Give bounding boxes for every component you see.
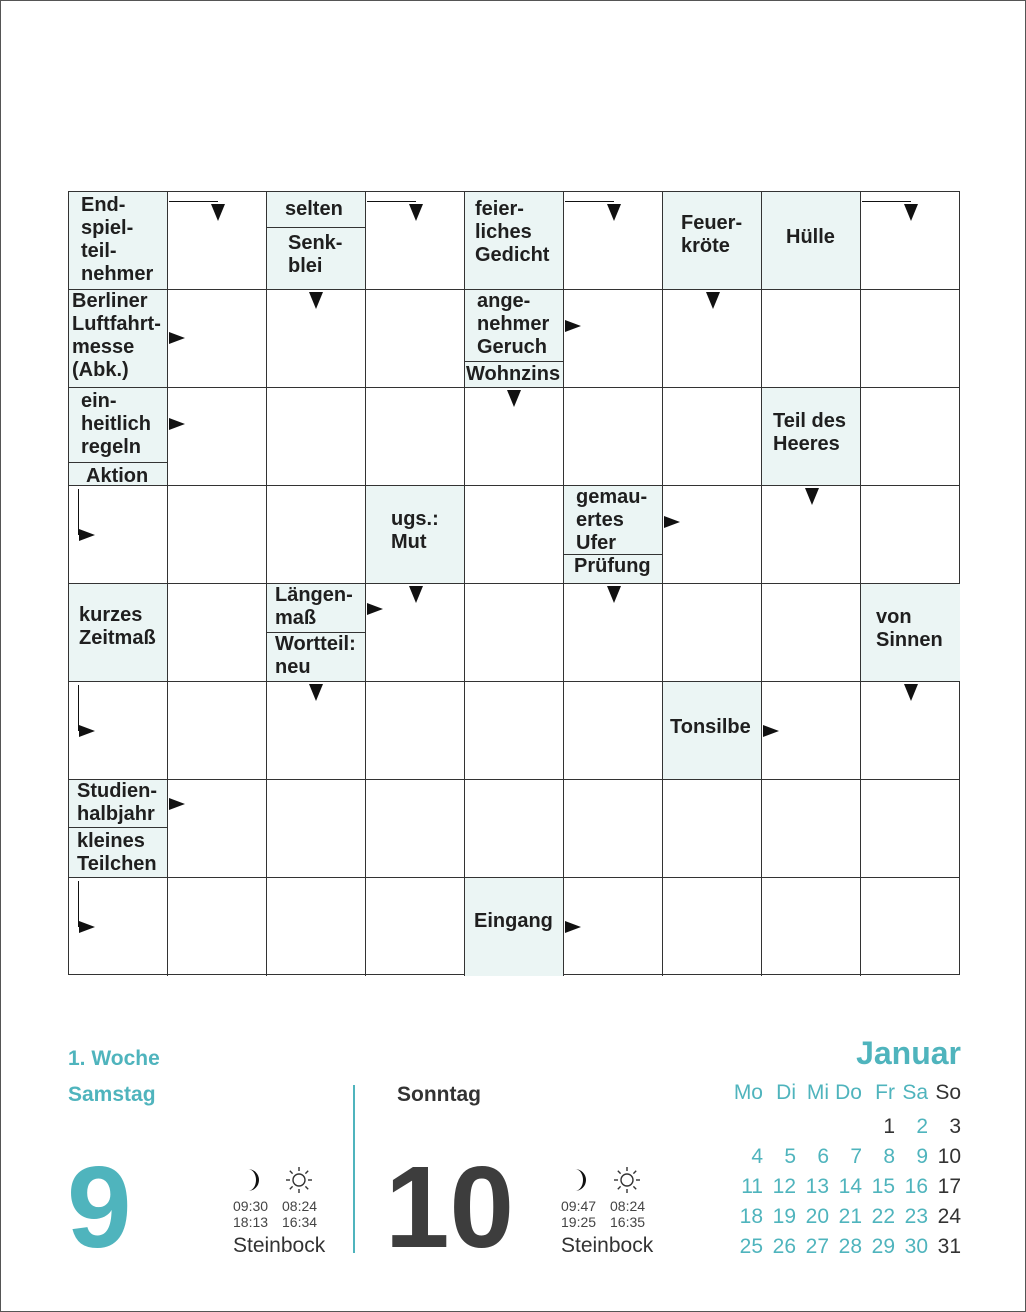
clue-field <box>465 361 563 387</box>
zodiac-sunday: Steinbock <box>561 1234 654 1257</box>
calendar-day[interactable]: 20 <box>805 1205 829 1228</box>
clue-field <box>465 878 563 976</box>
clue-field <box>564 554 662 583</box>
calendar-day[interactable]: 3 <box>949 1115 961 1138</box>
answer-cell[interactable] <box>168 486 267 584</box>
clue-cell <box>861 584 960 682</box>
calendar-day[interactable]: 26 <box>772 1235 796 1258</box>
clue-cell <box>465 878 564 976</box>
clue-text: Eingang <box>474 910 553 932</box>
day-name-sunday: Sonntag <box>397 1083 481 1106</box>
clue-field <box>69 388 167 462</box>
arrow-connector <box>367 201 416 202</box>
month-title: Januar <box>856 1035 961 1071</box>
sun-icon <box>613 1166 641 1194</box>
arrow-right-icon <box>79 725 95 737</box>
answer-cell[interactable] <box>762 290 861 388</box>
answer-cell[interactable] <box>564 780 663 878</box>
clue-field <box>69 780 167 827</box>
answer-cell[interactable] <box>861 290 960 388</box>
answer-cell[interactable] <box>762 878 861 976</box>
weekday-header: Mo <box>733 1081 763 1104</box>
clue-text: Wortteil: neu <box>275 633 356 678</box>
clue-cell <box>762 388 861 486</box>
answer-cell[interactable] <box>366 290 465 388</box>
arrow-right-icon <box>169 332 185 344</box>
answer-cell[interactable] <box>366 388 465 486</box>
arrow-down-icon <box>211 204 225 221</box>
answer-cell[interactable] <box>366 682 465 780</box>
clue-cell <box>762 192 861 290</box>
clue-cell <box>663 682 762 780</box>
answer-cell[interactable] <box>762 584 861 682</box>
moon-icon <box>239 1167 263 1193</box>
day-number-saturday: 9 <box>67 1142 132 1272</box>
arrow-down-icon <box>409 586 423 603</box>
clue-text: ugs.: Mut <box>391 508 439 553</box>
clue-cell <box>465 192 564 290</box>
arrow-right-icon <box>763 725 779 737</box>
answer-cell[interactable] <box>465 780 564 878</box>
calendar-day[interactable]: 10 <box>937 1145 961 1168</box>
arrow-down-icon <box>309 292 323 309</box>
arrow-down-icon <box>904 684 918 701</box>
answer-cell[interactable] <box>267 388 366 486</box>
arrow-down-icon <box>507 390 521 407</box>
clue-cell <box>564 486 663 584</box>
calendar-day[interactable]: 4 <box>751 1145 763 1168</box>
arrow-down-icon <box>805 488 819 505</box>
clue-field <box>267 632 365 681</box>
answer-cell[interactable] <box>465 682 564 780</box>
answer-cell[interactable] <box>465 486 564 584</box>
clue-field <box>267 227 365 289</box>
clue-text: Tonsilbe <box>670 716 751 738</box>
arrow-down-icon <box>706 292 720 309</box>
clue-field <box>69 462 167 485</box>
calendar-day[interactable]: 9 <box>916 1145 928 1168</box>
day-number-sunday: 10 <box>385 1142 515 1272</box>
clue-text: ange- nehmer Geruch <box>477 290 550 358</box>
answer-cell[interactable] <box>663 486 762 584</box>
answer-cell[interactable] <box>168 584 267 682</box>
clue-text: Berliner Luftfahrt- messe (Abk.) <box>72 290 161 381</box>
answer-cell[interactable] <box>267 878 366 976</box>
clue-text: Prüfung <box>574 555 651 577</box>
answer-cell[interactable] <box>168 388 267 486</box>
arrow-connector <box>169 201 218 202</box>
calendar-day[interactable]: 12 <box>772 1175 796 1198</box>
clue-text: selten <box>285 198 343 220</box>
crossword-grid <box>68 191 960 975</box>
calendar-day[interactable]: 14 <box>838 1175 862 1198</box>
calendar-day[interactable]: 1 <box>883 1115 895 1138</box>
moonset-saturday: 18:13 <box>233 1214 269 1230</box>
calendar-day[interactable]: 18 <box>739 1205 763 1228</box>
clue-cell <box>69 780 168 878</box>
moon-icon <box>566 1167 590 1193</box>
clue-field <box>762 388 860 485</box>
clue-text: Teil des Heeres <box>773 410 846 455</box>
clue-text: feier- liches Gedicht <box>475 198 550 266</box>
calendar-day[interactable]: 29 <box>871 1235 895 1258</box>
clue-field <box>465 290 563 361</box>
answer-cell[interactable] <box>465 584 564 682</box>
answer-cell[interactable] <box>663 388 762 486</box>
calendar-day[interactable]: 23 <box>904 1205 928 1228</box>
arrow-connector <box>78 881 79 927</box>
moonrise-sunday: 09:47 <box>561 1198 597 1214</box>
calendar-day[interactable]: 2 <box>916 1115 928 1138</box>
clue-field <box>69 192 167 289</box>
clue-field <box>762 192 860 289</box>
sunset-sunday: 16:35 <box>610 1214 646 1230</box>
day-name-saturday: Samstag <box>68 1083 156 1106</box>
moonset-sunday: 19:25 <box>561 1214 597 1230</box>
calendar-day[interactable]: 16 <box>904 1175 928 1198</box>
clue-field <box>366 486 464 583</box>
clue-field <box>69 827 167 877</box>
weekday-header: Do <box>835 1081 862 1104</box>
clue-cell <box>267 584 366 682</box>
clue-cell <box>366 486 465 584</box>
answer-cell[interactable] <box>663 780 762 878</box>
weekday-header: Mi <box>806 1081 829 1104</box>
answer-cell[interactable] <box>168 780 267 878</box>
arrow-down-icon <box>409 204 423 221</box>
arrow-right-icon <box>565 320 581 332</box>
clue-text: Aktion <box>86 465 149 485</box>
calendar-day[interactable]: 6 <box>817 1145 829 1168</box>
arrow-down-icon <box>309 684 323 701</box>
answer-cell[interactable] <box>168 878 267 976</box>
answer-cell[interactable] <box>366 780 465 878</box>
clue-text: End- spiel- teil- nehmer <box>81 194 154 285</box>
clue-cell <box>663 192 762 290</box>
sunrise-sunday: 08:24 <box>610 1198 646 1214</box>
calendar-day[interactable]: 5 <box>784 1145 796 1168</box>
calendar-day[interactable]: 28 <box>838 1235 862 1258</box>
day-divider <box>353 1085 355 1253</box>
week-label: 1. Woche <box>68 1047 160 1070</box>
sunset-saturday: 16:34 <box>282 1214 318 1230</box>
clue-text: Senk- blei <box>288 232 343 277</box>
arrow-right-icon <box>169 798 185 810</box>
clue-text: Längen- maß <box>275 584 353 629</box>
clue-text: ein- heitlich regeln <box>81 390 152 458</box>
arrow-right-icon <box>367 603 383 615</box>
clue-field <box>663 682 761 779</box>
clue-text: Studien- halbjahr <box>77 780 157 825</box>
calendar-day[interactable]: 19 <box>772 1205 796 1228</box>
clue-cell <box>267 192 366 290</box>
clue-text: kleines Teilchen <box>77 830 157 875</box>
weekday-header: Di <box>776 1081 796 1104</box>
moonrise-saturday: 09:30 <box>233 1198 269 1214</box>
arrow-right-icon <box>565 921 581 933</box>
answer-cell[interactable] <box>663 878 762 976</box>
calendar-day[interactable]: 21 <box>838 1205 862 1228</box>
answer-cell[interactable] <box>267 486 366 584</box>
clue-text: Feuer- kröte <box>681 212 743 257</box>
answer-cell[interactable] <box>861 388 960 486</box>
answer-cell[interactable] <box>663 584 762 682</box>
calendar-day[interactable]: 13 <box>805 1175 829 1198</box>
answer-cell[interactable] <box>564 682 663 780</box>
clue-field <box>465 192 563 289</box>
answer-cell[interactable] <box>564 290 663 388</box>
calendar-day[interactable]: 25 <box>739 1235 763 1258</box>
calendar-day[interactable]: 15 <box>871 1175 895 1198</box>
calendar-day[interactable]: 22 <box>871 1205 895 1228</box>
clue-field <box>663 192 761 289</box>
calendar-day[interactable]: 31 <box>937 1235 961 1258</box>
arrow-right-icon <box>79 921 95 933</box>
clue-field <box>69 584 167 681</box>
arrow-right-icon <box>169 418 185 430</box>
clue-field <box>564 486 662 554</box>
clue-field <box>267 584 365 632</box>
calendar-day[interactable]: 17 <box>937 1175 961 1198</box>
sun-icon <box>285 1166 313 1194</box>
clue-text: gemau- ertes Ufer <box>576 486 648 554</box>
arrow-connector <box>78 685 79 731</box>
answer-cell[interactable] <box>564 388 663 486</box>
weekday-header: So <box>935 1081 961 1104</box>
clue-cell <box>69 584 168 682</box>
answer-cell[interactable] <box>762 780 861 878</box>
arrow-connector <box>862 201 911 202</box>
answer-cell[interactable] <box>861 486 960 584</box>
clue-field <box>861 584 960 681</box>
answer-cell[interactable] <box>366 878 465 976</box>
arrow-connector <box>565 201 614 202</box>
clue-cell <box>465 290 564 388</box>
calendar-day[interactable]: 7 <box>850 1145 862 1168</box>
weekday-header: Fr <box>875 1081 895 1104</box>
arrow-down-icon <box>607 204 621 221</box>
arrow-down-icon <box>607 586 621 603</box>
calendar-day[interactable]: 11 <box>741 1175 763 1198</box>
calendar-day[interactable]: 24 <box>937 1205 961 1228</box>
answer-cell[interactable] <box>267 780 366 878</box>
clue-field <box>267 192 365 227</box>
answer-cell[interactable] <box>861 878 960 976</box>
answer-cell[interactable] <box>861 780 960 878</box>
weekday-header: Sa <box>902 1081 928 1104</box>
clue-text: von Sinnen <box>876 606 943 651</box>
clue-text: Wohnzins <box>466 363 561 385</box>
calendar-day[interactable]: 27 <box>805 1235 829 1258</box>
arrow-right-icon <box>664 516 680 528</box>
clue-cell <box>69 192 168 290</box>
sunrise-saturday: 08:24 <box>282 1198 318 1214</box>
clue-text: kurzes Zeitmaß <box>79 604 156 649</box>
clue-cell <box>69 290 168 388</box>
arrow-connector <box>78 489 79 535</box>
calendar-day[interactable]: 30 <box>904 1235 928 1258</box>
arrow-right-icon <box>79 529 95 541</box>
clue-text: Hülle <box>786 226 835 248</box>
zodiac-saturday: Steinbock <box>233 1234 326 1257</box>
calendar-day[interactable]: 8 <box>883 1145 895 1168</box>
clue-cell <box>69 388 168 486</box>
clue-field <box>69 290 167 387</box>
arrow-down-icon <box>904 204 918 221</box>
answer-cell[interactable] <box>168 682 267 780</box>
